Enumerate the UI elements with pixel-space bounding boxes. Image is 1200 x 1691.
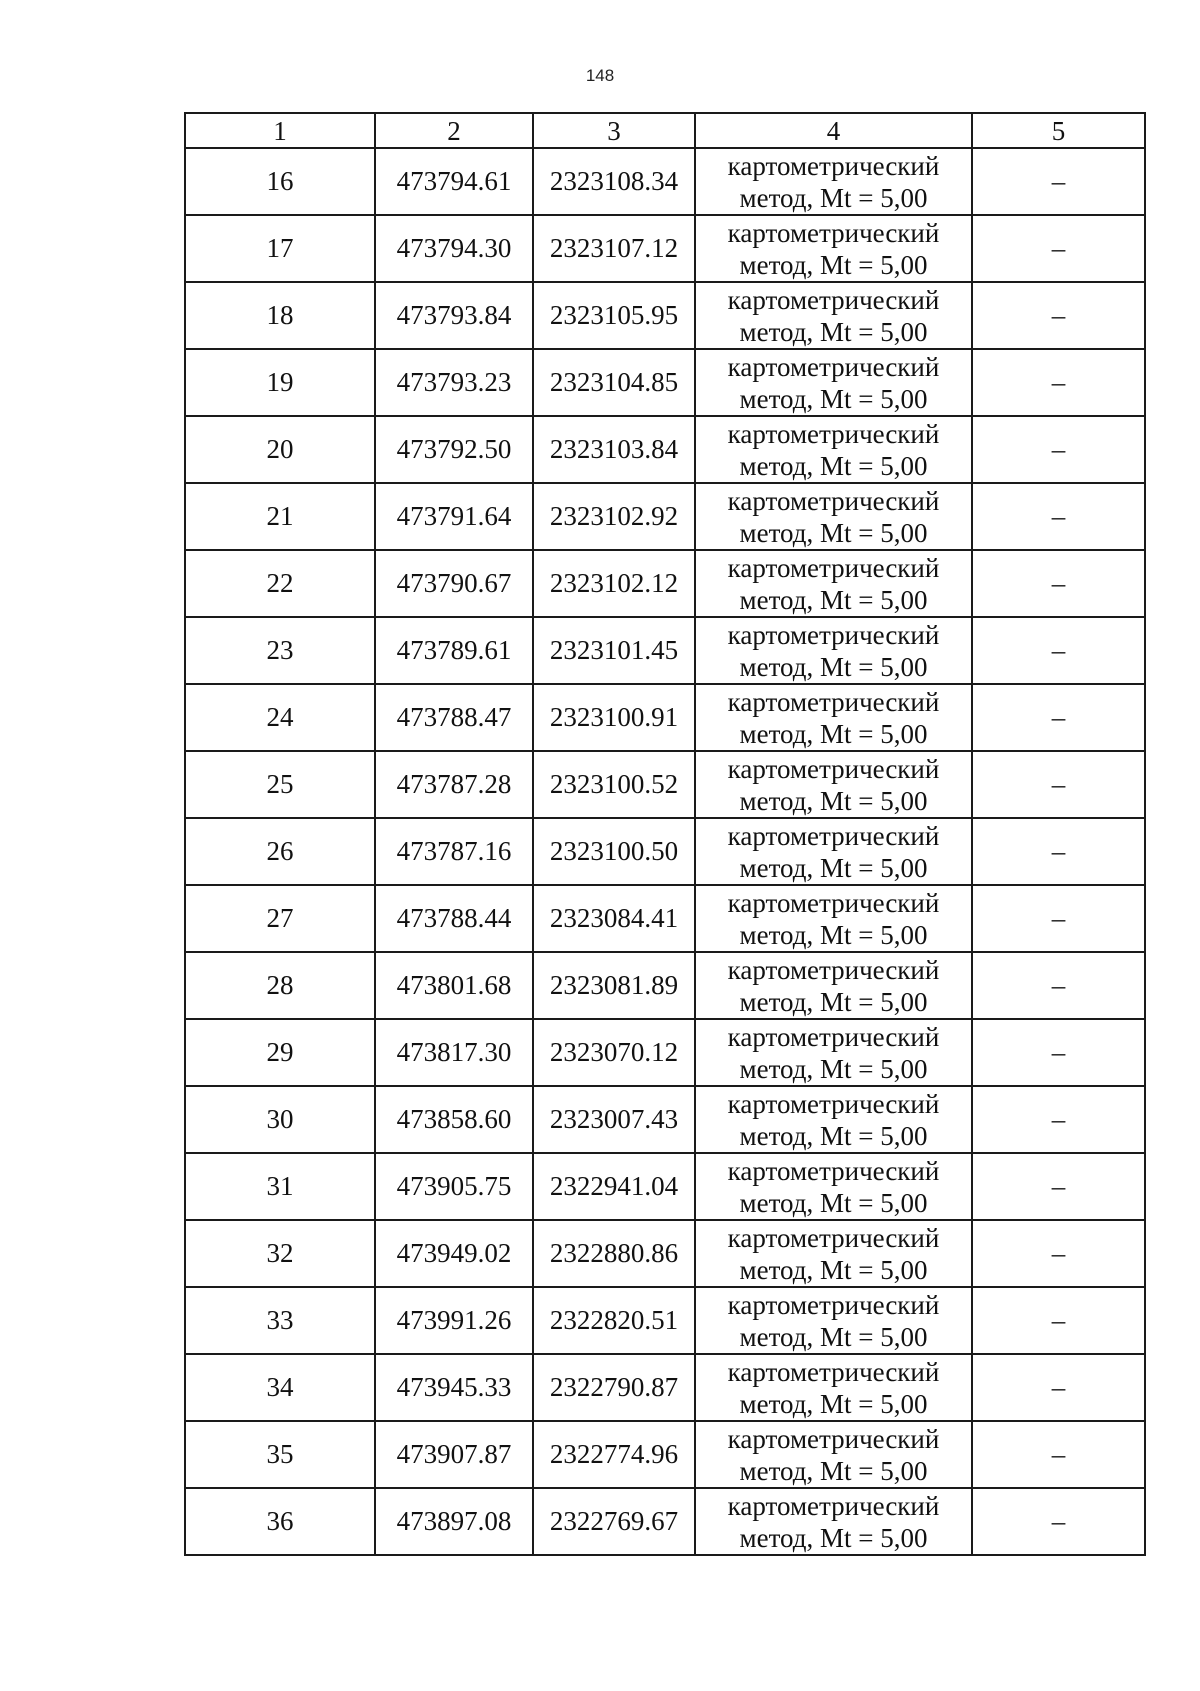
point-number-cell: 24 [185, 684, 375, 751]
method-cell [695, 1287, 972, 1354]
table-row [185, 349, 1145, 416]
x-coordinate-cell: 473905.75 [375, 1153, 533, 1220]
table-row [185, 751, 1145, 818]
x-coordinate-cell: 473858.60 [375, 1086, 533, 1153]
table-row [185, 550, 1145, 617]
note-cell: – [972, 349, 1145, 416]
method-cell [695, 483, 972, 550]
y-coordinate-cell: 2322790.87 [533, 1354, 695, 1421]
method-line-2: метод, Mt = 5,00 [739, 1120, 928, 1151]
y-coordinate-cell: 2323103.84 [533, 416, 695, 483]
x-coordinate-cell: 473897.08 [375, 1488, 533, 1555]
y-coordinate-cell: 2322769.67 [533, 1488, 695, 1555]
method-line-1: картометрический [727, 217, 940, 248]
point-number-cell: 35 [185, 1421, 375, 1488]
method-line-1: картометрический [727, 1088, 940, 1119]
point-number-cell: 22 [185, 550, 375, 617]
x-coordinate-cell: 473801.68 [375, 952, 533, 1019]
y-coordinate-cell: 2323102.12 [533, 550, 695, 617]
method-line-2: метод, Mt = 5,00 [739, 785, 928, 816]
point-number-cell: 21 [185, 483, 375, 550]
method-line-1: картометрический [727, 284, 940, 315]
table-row [185, 617, 1145, 684]
column-header-4: 4 [695, 113, 972, 148]
x-coordinate-cell: 473787.28 [375, 751, 533, 818]
table-row [185, 684, 1145, 751]
method-cell [695, 1421, 972, 1488]
point-number-cell: 17 [185, 215, 375, 282]
table-row [185, 1354, 1145, 1421]
method-cell [695, 885, 972, 952]
x-coordinate-cell: 473794.61 [375, 148, 533, 215]
point-number-cell: 26 [185, 818, 375, 885]
x-coordinate-cell: 473817.30 [375, 1019, 533, 1086]
point-number-cell: 16 [185, 148, 375, 215]
y-coordinate-cell: 2323107.12 [533, 215, 695, 282]
y-coordinate-cell: 2323100.52 [533, 751, 695, 818]
x-coordinate-cell: 473788.47 [375, 684, 533, 751]
method-cell [695, 684, 972, 751]
note-cell: – [972, 483, 1145, 550]
point-number-cell: 25 [185, 751, 375, 818]
table-row [185, 1488, 1145, 1555]
note-cell: – [972, 1019, 1145, 1086]
method-cell [695, 148, 972, 215]
method-line-1: картометрический [727, 820, 940, 851]
table-row [185, 885, 1145, 952]
table-row [185, 1421, 1145, 1488]
method-line-1: картометрический [727, 686, 940, 717]
point-number-cell: 30 [185, 1086, 375, 1153]
method-cell [695, 1086, 972, 1153]
method-line-2: метод, Mt = 5,00 [739, 316, 928, 347]
y-coordinate-cell: 2322774.96 [533, 1421, 695, 1488]
y-coordinate-cell: 2323108.34 [533, 148, 695, 215]
point-number-cell: 34 [185, 1354, 375, 1421]
note-cell: – [972, 684, 1145, 751]
method-cell [695, 1019, 972, 1086]
y-coordinate-cell: 2323007.43 [533, 1086, 695, 1153]
x-coordinate-cell: 473794.30 [375, 215, 533, 282]
page-number: 148 [585, 66, 615, 85]
method-cell [695, 215, 972, 282]
point-number-cell: 33 [185, 1287, 375, 1354]
method-line-2: метод, Mt = 5,00 [739, 1455, 928, 1486]
table-row [185, 1086, 1145, 1153]
point-number-cell: 18 [185, 282, 375, 349]
x-coordinate-cell: 473945.33 [375, 1354, 533, 1421]
table-row [185, 416, 1145, 483]
x-coordinate-cell: 473789.61 [375, 617, 533, 684]
point-number-cell: 23 [185, 617, 375, 684]
x-coordinate-cell: 473907.87 [375, 1421, 533, 1488]
point-number-cell: 28 [185, 952, 375, 1019]
header-row [185, 113, 1145, 148]
method-line-1: картометрический [727, 1021, 940, 1052]
method-line-1: картометрический [727, 753, 940, 784]
y-coordinate-cell: 2323100.50 [533, 818, 695, 885]
method-line-1: картометрический [727, 1490, 940, 1521]
method-line-2: метод, Mt = 5,00 [739, 651, 928, 682]
y-coordinate-cell: 2322941.04 [533, 1153, 695, 1220]
method-line-2: метод, Mt = 5,00 [739, 1321, 928, 1352]
y-coordinate-cell: 2323070.12 [533, 1019, 695, 1086]
method-line-2: метод, Mt = 5,00 [739, 1522, 928, 1553]
method-cell [695, 952, 972, 1019]
method-line-1: картометрический [727, 418, 940, 449]
y-coordinate-cell: 2323081.89 [533, 952, 695, 1019]
note-cell: – [972, 416, 1145, 483]
method-line-1: картометрический [727, 1423, 940, 1454]
table-row [185, 1287, 1145, 1354]
method-line-1: картометрический [727, 954, 940, 985]
method-line-2: метод, Mt = 5,00 [739, 450, 928, 481]
method-line-1: картометрический [727, 485, 940, 516]
method-line-1: картометрический [727, 1356, 940, 1387]
method-cell [695, 282, 972, 349]
point-number-cell: 32 [185, 1220, 375, 1287]
method-line-1: картометрический [727, 1155, 940, 1186]
method-cell [695, 1354, 972, 1421]
method-line-1: картометрический [727, 887, 940, 918]
method-line-2: метод, Mt = 5,00 [739, 852, 928, 883]
method-line-2: метод, Mt = 5,00 [739, 1053, 928, 1084]
table-row [185, 818, 1145, 885]
method-line-1: картометрический [727, 351, 940, 382]
x-coordinate-cell: 473787.16 [375, 818, 533, 885]
table-row [185, 1220, 1145, 1287]
y-coordinate-cell: 2322820.51 [533, 1287, 695, 1354]
method-line-1: картометрический [727, 1289, 940, 1320]
method-line-2: метод, Mt = 5,00 [739, 718, 928, 749]
method-cell [695, 617, 972, 684]
table-row [185, 1153, 1145, 1220]
method-line-2: метод, Mt = 5,00 [739, 986, 928, 1017]
method-cell [695, 416, 972, 483]
note-cell: – [972, 1421, 1145, 1488]
point-number-cell: 19 [185, 349, 375, 416]
note-cell: – [972, 215, 1145, 282]
note-cell: – [972, 148, 1145, 215]
y-coordinate-cell: 2323105.95 [533, 282, 695, 349]
method-line-2: метод, Mt = 5,00 [739, 919, 928, 950]
method-line-2: метод, Mt = 5,00 [739, 1187, 928, 1218]
method-line-2: метод, Mt = 5,00 [739, 249, 928, 280]
note-cell: – [972, 550, 1145, 617]
method-cell [695, 1153, 972, 1220]
note-cell: – [972, 751, 1145, 818]
x-coordinate-cell: 473793.23 [375, 349, 533, 416]
y-coordinate-cell: 2323101.45 [533, 617, 695, 684]
method-cell [695, 751, 972, 818]
note-cell: – [972, 1488, 1145, 1555]
method-line-1: картометрический [727, 619, 940, 650]
method-line-2: метод, Mt = 5,00 [739, 383, 928, 414]
table-row [185, 148, 1145, 215]
point-number-cell: 29 [185, 1019, 375, 1086]
x-coordinate-cell: 473791.64 [375, 483, 533, 550]
table-body [185, 148, 1145, 1555]
note-cell: – [972, 1354, 1145, 1421]
method-line-1: картометрический [727, 1222, 940, 1253]
table-row [185, 952, 1145, 1019]
point-number-cell: 36 [185, 1488, 375, 1555]
method-cell [695, 550, 972, 617]
y-coordinate-cell: 2323084.41 [533, 885, 695, 952]
method-line-2: метод, Mt = 5,00 [739, 1388, 928, 1419]
note-cell: – [972, 617, 1145, 684]
coordinates-table [184, 112, 1146, 1556]
table-row [185, 282, 1145, 349]
method-line-2: метод, Mt = 5,00 [739, 584, 928, 615]
x-coordinate-cell: 473793.84 [375, 282, 533, 349]
table-header [185, 113, 1145, 148]
x-coordinate-cell: 473792.50 [375, 416, 533, 483]
note-cell: – [972, 1287, 1145, 1354]
note-cell: – [972, 1153, 1145, 1220]
table-row [185, 483, 1145, 550]
column-header-2: 2 [375, 113, 533, 148]
point-number-cell: 27 [185, 885, 375, 952]
x-coordinate-cell: 473949.02 [375, 1220, 533, 1287]
x-coordinate-cell: 473788.44 [375, 885, 533, 952]
point-number-cell: 20 [185, 416, 375, 483]
method-line-1: картометрический [727, 150, 940, 181]
method-line-2: метод, Mt = 5,00 [739, 182, 928, 213]
note-cell: – [972, 818, 1145, 885]
y-coordinate-cell: 2323104.85 [533, 349, 695, 416]
note-cell: – [972, 1220, 1145, 1287]
table-row [185, 215, 1145, 282]
note-cell: – [972, 885, 1145, 952]
method-line-2: метод, Mt = 5,00 [739, 1254, 928, 1285]
note-cell: – [972, 282, 1145, 349]
method-line-2: метод, Mt = 5,00 [739, 517, 928, 548]
y-coordinate-cell: 2323100.91 [533, 684, 695, 751]
point-number-cell: 31 [185, 1153, 375, 1220]
column-header-3: 3 [533, 113, 695, 148]
method-line-1: картометрический [727, 552, 940, 583]
note-cell: – [972, 1086, 1145, 1153]
table-row [185, 1019, 1145, 1086]
method-cell [695, 349, 972, 416]
y-coordinate-cell: 2323102.92 [533, 483, 695, 550]
column-header-1: 1 [185, 113, 375, 148]
x-coordinate-cell: 473790.67 [375, 550, 533, 617]
column-header-5: 5 [972, 113, 1145, 148]
y-coordinate-cell: 2322880.86 [533, 1220, 695, 1287]
method-cell [695, 1488, 972, 1555]
method-cell [695, 1220, 972, 1287]
note-cell: – [972, 952, 1145, 1019]
method-cell [695, 818, 972, 885]
x-coordinate-cell: 473991.26 [375, 1287, 533, 1354]
